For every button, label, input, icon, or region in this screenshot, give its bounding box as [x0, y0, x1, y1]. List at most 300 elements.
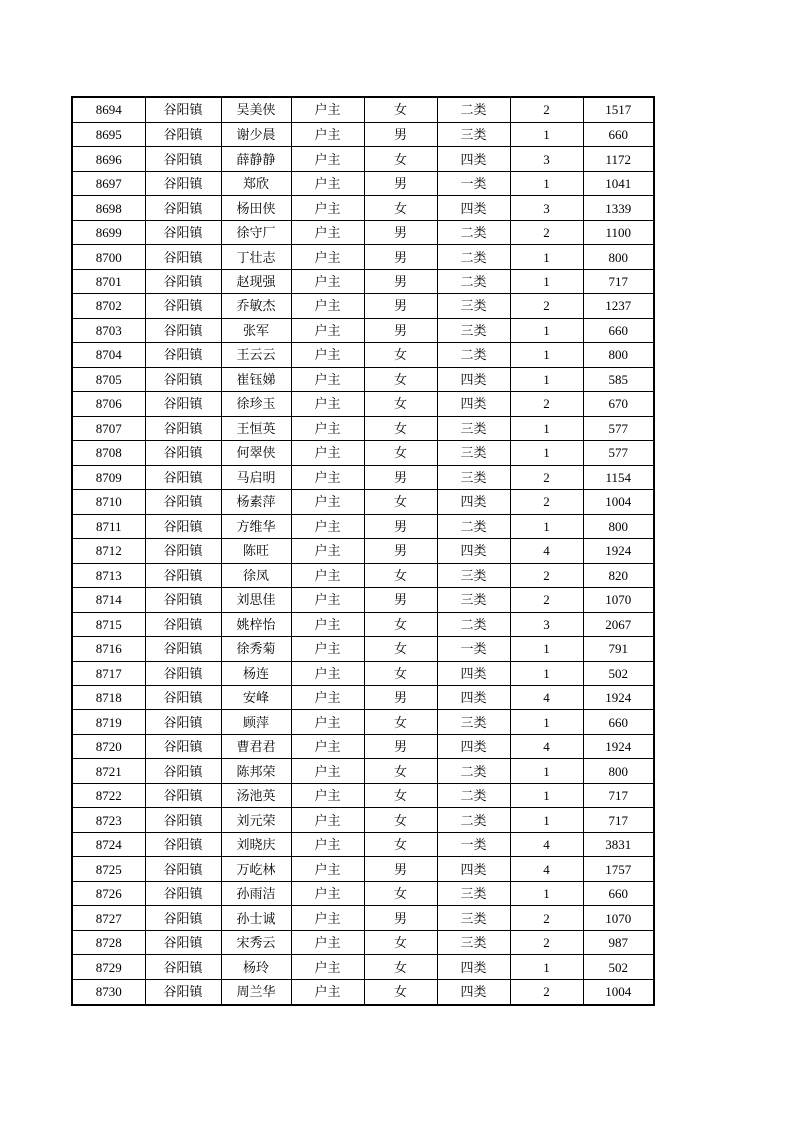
cell-amount: 1070 [583, 906, 654, 930]
cell-gender: 女 [364, 367, 437, 391]
cell-town: 谷阳镇 [145, 612, 221, 636]
cell-category: 三类 [437, 318, 510, 342]
cell-relation: 户主 [291, 612, 364, 636]
cell-town: 谷阳镇 [145, 465, 221, 489]
cell-person-count: 1 [510, 808, 583, 832]
cell-relation: 户主 [291, 857, 364, 881]
cell-amount: 717 [583, 808, 654, 832]
cell-gender: 女 [364, 392, 437, 416]
cell-serial-number: 8719 [72, 710, 145, 734]
cell-town: 谷阳镇 [145, 857, 221, 881]
cell-relation: 户主 [291, 97, 364, 122]
cell-amount: 987 [583, 930, 654, 954]
cell-town: 谷阳镇 [145, 563, 221, 587]
cell-category: 三类 [437, 906, 510, 930]
cell-person-count: 3 [510, 196, 583, 220]
cell-town: 谷阳镇 [145, 588, 221, 612]
cell-gender: 男 [364, 465, 437, 489]
cell-relation: 户主 [291, 710, 364, 734]
cell-town: 谷阳镇 [145, 318, 221, 342]
cell-relation: 户主 [291, 783, 364, 807]
cell-amount: 1517 [583, 97, 654, 122]
cell-relation: 户主 [291, 808, 364, 832]
cell-relation: 户主 [291, 588, 364, 612]
cell-person-count: 2 [510, 97, 583, 122]
cell-town: 谷阳镇 [145, 637, 221, 661]
cell-name: 万屹林 [221, 857, 291, 881]
cell-serial-number: 8695 [72, 122, 145, 146]
cell-category: 一类 [437, 832, 510, 856]
cell-category: 四类 [437, 686, 510, 710]
cell-amount: 3831 [583, 832, 654, 856]
cell-relation: 户主 [291, 637, 364, 661]
cell-serial-number: 8703 [72, 318, 145, 342]
cell-person-count: 1 [510, 514, 583, 538]
cell-gender: 男 [364, 122, 437, 146]
cell-amount: 820 [583, 563, 654, 587]
cell-name: 杨连 [221, 661, 291, 685]
cell-town: 谷阳镇 [145, 734, 221, 758]
table-row [72, 122, 654, 146]
cell-category: 三类 [437, 881, 510, 905]
table-row [72, 367, 654, 391]
cell-gender: 女 [364, 979, 437, 1005]
cell-gender: 男 [364, 318, 437, 342]
cell-serial-number: 8728 [72, 930, 145, 954]
cell-amount: 2067 [583, 612, 654, 636]
cell-gender: 女 [364, 416, 437, 440]
table-row [72, 612, 654, 636]
cell-category: 四类 [437, 857, 510, 881]
cell-serial-number: 8730 [72, 979, 145, 1005]
cell-town: 谷阳镇 [145, 979, 221, 1005]
cell-town: 谷阳镇 [145, 441, 221, 465]
cell-serial-number: 8716 [72, 637, 145, 661]
cell-relation: 户主 [291, 759, 364, 783]
cell-category: 三类 [437, 930, 510, 954]
cell-amount: 800 [583, 514, 654, 538]
cell-category: 二类 [437, 269, 510, 293]
cell-category: 四类 [437, 196, 510, 220]
cell-relation: 户主 [291, 979, 364, 1005]
cell-amount: 670 [583, 392, 654, 416]
table-row [72, 979, 654, 1005]
cell-serial-number: 8714 [72, 588, 145, 612]
cell-town: 谷阳镇 [145, 220, 221, 244]
cell-category: 二类 [437, 808, 510, 832]
cell-category: 三类 [437, 294, 510, 318]
cell-relation: 户主 [291, 661, 364, 685]
cell-amount: 577 [583, 441, 654, 465]
cell-person-count: 1 [510, 245, 583, 269]
cell-serial-number: 8727 [72, 906, 145, 930]
cell-town: 谷阳镇 [145, 661, 221, 685]
cell-name: 姚梓怡 [221, 612, 291, 636]
cell-relation: 户主 [291, 441, 364, 465]
cell-name: 张军 [221, 318, 291, 342]
table-row [72, 147, 654, 171]
cell-category: 二类 [437, 220, 510, 244]
cell-name: 刘思佳 [221, 588, 291, 612]
cell-person-count: 3 [510, 147, 583, 171]
cell-person-count: 1 [510, 881, 583, 905]
cell-amount: 1172 [583, 147, 654, 171]
cell-person-count: 2 [510, 392, 583, 416]
cell-serial-number: 8723 [72, 808, 145, 832]
cell-name: 刘元荣 [221, 808, 291, 832]
cell-serial-number: 8706 [72, 392, 145, 416]
table-row [72, 881, 654, 905]
cell-name: 谢少晨 [221, 122, 291, 146]
cell-gender: 女 [364, 343, 437, 367]
cell-relation: 户主 [291, 392, 364, 416]
table-row [72, 686, 654, 710]
table-row [72, 955, 654, 979]
cell-person-count: 3 [510, 612, 583, 636]
cell-gender: 女 [364, 97, 437, 122]
cell-category: 二类 [437, 343, 510, 367]
cell-gender: 女 [364, 147, 437, 171]
table-row [72, 832, 654, 856]
cell-category: 一类 [437, 637, 510, 661]
cell-relation: 户主 [291, 734, 364, 758]
table-row [72, 637, 654, 661]
cell-serial-number: 8712 [72, 539, 145, 563]
cell-category: 三类 [437, 441, 510, 465]
cell-serial-number: 8701 [72, 269, 145, 293]
table-row [72, 857, 654, 881]
cell-category: 四类 [437, 955, 510, 979]
cell-name: 徐守厂 [221, 220, 291, 244]
cell-person-count: 2 [510, 465, 583, 489]
cell-category: 三类 [437, 465, 510, 489]
cell-category: 二类 [437, 514, 510, 538]
cell-amount: 502 [583, 661, 654, 685]
cell-person-count: 1 [510, 759, 583, 783]
cell-name: 马启明 [221, 465, 291, 489]
cell-person-count: 2 [510, 294, 583, 318]
table-row [72, 392, 654, 416]
cell-serial-number: 8697 [72, 171, 145, 195]
cell-relation: 户主 [291, 171, 364, 195]
table-row [72, 906, 654, 930]
cell-relation: 户主 [291, 245, 364, 269]
cell-gender: 男 [364, 906, 437, 930]
cell-name: 曹君君 [221, 734, 291, 758]
cell-serial-number: 8694 [72, 97, 145, 122]
cell-gender: 女 [364, 612, 437, 636]
cell-person-count: 1 [510, 122, 583, 146]
cell-serial-number: 8722 [72, 783, 145, 807]
table-row [72, 734, 654, 758]
cell-town: 谷阳镇 [145, 783, 221, 807]
cell-person-count: 4 [510, 686, 583, 710]
cell-name: 薛静静 [221, 147, 291, 171]
table-row [72, 171, 654, 195]
cell-amount: 1924 [583, 686, 654, 710]
cell-name: 乔敏杰 [221, 294, 291, 318]
cell-amount: 1924 [583, 539, 654, 563]
cell-name: 丁壮志 [221, 245, 291, 269]
cell-category: 二类 [437, 759, 510, 783]
cell-gender: 女 [364, 808, 437, 832]
cell-gender: 男 [364, 588, 437, 612]
cell-person-count: 4 [510, 539, 583, 563]
cell-person-count: 2 [510, 563, 583, 587]
cell-serial-number: 8726 [72, 881, 145, 905]
cell-name: 郑欣 [221, 171, 291, 195]
cell-relation: 户主 [291, 196, 364, 220]
cell-town: 谷阳镇 [145, 808, 221, 832]
cell-serial-number: 8702 [72, 294, 145, 318]
cell-town: 谷阳镇 [145, 196, 221, 220]
cell-amount: 585 [583, 367, 654, 391]
cell-category: 三类 [437, 563, 510, 587]
cell-amount: 1100 [583, 220, 654, 244]
cell-town: 谷阳镇 [145, 539, 221, 563]
cell-amount: 717 [583, 269, 654, 293]
cell-amount: 800 [583, 343, 654, 367]
cell-category: 二类 [437, 245, 510, 269]
cell-name: 徐凤 [221, 563, 291, 587]
cell-amount: 1004 [583, 490, 654, 514]
cell-town: 谷阳镇 [145, 122, 221, 146]
cell-name: 徐秀菊 [221, 637, 291, 661]
cell-person-count: 1 [510, 441, 583, 465]
cell-relation: 户主 [291, 294, 364, 318]
cell-gender: 女 [364, 759, 437, 783]
cell-town: 谷阳镇 [145, 269, 221, 293]
table-row [72, 343, 654, 367]
cell-person-count: 1 [510, 343, 583, 367]
table-row [72, 563, 654, 587]
cell-relation: 户主 [291, 490, 364, 514]
cell-name: 陈旺 [221, 539, 291, 563]
cell-town: 谷阳镇 [145, 343, 221, 367]
cell-name: 顾萍 [221, 710, 291, 734]
table-row [72, 441, 654, 465]
cell-town: 谷阳镇 [145, 416, 221, 440]
cell-gender: 女 [364, 710, 437, 734]
cell-name: 汤池英 [221, 783, 291, 807]
cell-serial-number: 8710 [72, 490, 145, 514]
cell-amount: 502 [583, 955, 654, 979]
cell-gender: 女 [364, 955, 437, 979]
cell-amount: 1924 [583, 734, 654, 758]
cell-relation: 户主 [291, 147, 364, 171]
cell-gender: 男 [364, 269, 437, 293]
cell-name: 孙雨洁 [221, 881, 291, 905]
cell-town: 谷阳镇 [145, 906, 221, 930]
cell-relation: 户主 [291, 343, 364, 367]
cell-gender: 男 [364, 857, 437, 881]
cell-serial-number: 8720 [72, 734, 145, 758]
cell-serial-number: 8725 [72, 857, 145, 881]
table-row [72, 710, 654, 734]
cell-serial-number: 8708 [72, 441, 145, 465]
cell-gender: 女 [364, 196, 437, 220]
cell-amount: 660 [583, 122, 654, 146]
table-row [72, 416, 654, 440]
cell-town: 谷阳镇 [145, 147, 221, 171]
cell-amount: 1041 [583, 171, 654, 195]
table-row [72, 514, 654, 538]
cell-gender: 男 [364, 686, 437, 710]
cell-name: 宋秀云 [221, 930, 291, 954]
cell-town: 谷阳镇 [145, 392, 221, 416]
cell-person-count: 1 [510, 661, 583, 685]
cell-person-count: 2 [510, 906, 583, 930]
cell-gender: 女 [364, 881, 437, 905]
cell-gender: 男 [364, 734, 437, 758]
cell-amount: 800 [583, 759, 654, 783]
cell-serial-number: 8721 [72, 759, 145, 783]
cell-category: 四类 [437, 490, 510, 514]
cell-serial-number: 8713 [72, 563, 145, 587]
cell-town: 谷阳镇 [145, 514, 221, 538]
cell-category: 四类 [437, 734, 510, 758]
table-row [72, 808, 654, 832]
cell-person-count: 1 [510, 318, 583, 342]
cell-name: 杨素萍 [221, 490, 291, 514]
cell-amount: 660 [583, 710, 654, 734]
cell-amount: 717 [583, 783, 654, 807]
cell-town: 谷阳镇 [145, 710, 221, 734]
cell-town: 谷阳镇 [145, 955, 221, 979]
cell-amount: 1154 [583, 465, 654, 489]
cell-relation: 户主 [291, 122, 364, 146]
cell-amount: 1070 [583, 588, 654, 612]
table-row [72, 245, 654, 269]
cell-town: 谷阳镇 [145, 686, 221, 710]
cell-name: 杨田侠 [221, 196, 291, 220]
cell-amount: 791 [583, 637, 654, 661]
cell-person-count: 1 [510, 710, 583, 734]
cell-category: 三类 [437, 122, 510, 146]
cell-name: 徐珍玉 [221, 392, 291, 416]
cell-amount: 1237 [583, 294, 654, 318]
table-row [72, 196, 654, 220]
cell-category: 四类 [437, 539, 510, 563]
cell-person-count: 4 [510, 734, 583, 758]
cell-town: 谷阳镇 [145, 294, 221, 318]
table-row [72, 930, 654, 954]
cell-person-count: 1 [510, 269, 583, 293]
cell-serial-number: 8705 [72, 367, 145, 391]
cell-person-count: 1 [510, 955, 583, 979]
cell-person-count: 1 [510, 367, 583, 391]
cell-gender: 女 [364, 783, 437, 807]
cell-person-count: 4 [510, 857, 583, 881]
cell-town: 谷阳镇 [145, 881, 221, 905]
cell-serial-number: 8704 [72, 343, 145, 367]
cell-amount: 660 [583, 318, 654, 342]
cell-relation: 户主 [291, 269, 364, 293]
cell-category: 四类 [437, 661, 510, 685]
cell-serial-number: 8724 [72, 832, 145, 856]
table-row [72, 539, 654, 563]
cell-person-count: 2 [510, 220, 583, 244]
cell-amount: 800 [583, 245, 654, 269]
cell-town: 谷阳镇 [145, 930, 221, 954]
cell-category: 二类 [437, 783, 510, 807]
cell-relation: 户主 [291, 955, 364, 979]
cell-person-count: 2 [510, 930, 583, 954]
cell-person-count: 2 [510, 979, 583, 1005]
cell-name: 安峰 [221, 686, 291, 710]
cell-person-count: 1 [510, 783, 583, 807]
table-row [72, 661, 654, 685]
cell-gender: 男 [364, 294, 437, 318]
table-row [72, 588, 654, 612]
cell-name: 方维华 [221, 514, 291, 538]
cell-relation: 户主 [291, 832, 364, 856]
cell-amount: 660 [583, 881, 654, 905]
table-row [72, 269, 654, 293]
table-row [72, 490, 654, 514]
cell-serial-number: 8699 [72, 220, 145, 244]
cell-serial-number: 8698 [72, 196, 145, 220]
cell-gender: 女 [364, 637, 437, 661]
cell-relation: 户主 [291, 220, 364, 244]
cell-gender: 女 [364, 490, 437, 514]
cell-person-count: 1 [510, 637, 583, 661]
cell-relation: 户主 [291, 514, 364, 538]
cell-relation: 户主 [291, 416, 364, 440]
cell-relation: 户主 [291, 906, 364, 930]
table-row [72, 759, 654, 783]
cell-serial-number: 8729 [72, 955, 145, 979]
cell-name: 刘晓庆 [221, 832, 291, 856]
cell-person-count: 2 [510, 588, 583, 612]
cell-gender: 男 [364, 171, 437, 195]
cell-gender: 男 [364, 514, 437, 538]
cell-name: 杨玲 [221, 955, 291, 979]
cell-gender: 女 [364, 563, 437, 587]
cell-serial-number: 8709 [72, 465, 145, 489]
cell-town: 谷阳镇 [145, 832, 221, 856]
cell-name: 陈邦荣 [221, 759, 291, 783]
cell-category: 二类 [437, 97, 510, 122]
cell-name: 崔钰娣 [221, 367, 291, 391]
cell-category: 三类 [437, 710, 510, 734]
cell-name: 赵现强 [221, 269, 291, 293]
cell-relation: 户主 [291, 367, 364, 391]
cell-serial-number: 8715 [72, 612, 145, 636]
table-row [72, 220, 654, 244]
cell-person-count: 4 [510, 832, 583, 856]
cell-person-count: 1 [510, 416, 583, 440]
cell-name: 王云云 [221, 343, 291, 367]
table-row [72, 294, 654, 318]
cell-gender: 男 [364, 539, 437, 563]
cell-serial-number: 8696 [72, 147, 145, 171]
cell-category: 四类 [437, 979, 510, 1005]
cell-person-count: 2 [510, 490, 583, 514]
cell-name: 吴美侠 [221, 97, 291, 122]
cell-person-count: 1 [510, 171, 583, 195]
cell-relation: 户主 [291, 881, 364, 905]
cell-relation: 户主 [291, 930, 364, 954]
cell-name: 王恒英 [221, 416, 291, 440]
table-row [72, 465, 654, 489]
table-body [72, 97, 654, 1005]
cell-town: 谷阳镇 [145, 490, 221, 514]
cell-amount: 1004 [583, 979, 654, 1005]
cell-town: 谷阳镇 [145, 759, 221, 783]
cell-name: 周兰华 [221, 979, 291, 1005]
cell-category: 三类 [437, 416, 510, 440]
